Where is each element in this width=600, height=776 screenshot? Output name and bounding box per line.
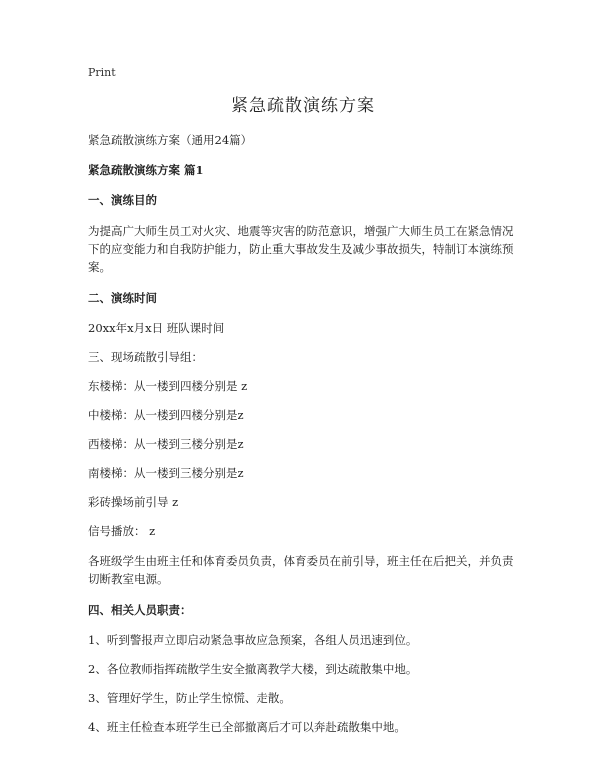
paragraph-purpose: 为提高广大师生员工对火灾、地震等灾害的防范意识，增强广大师生员工在紧急情况下的应变能力和自我防护能力，防止重大事故发生及减少事故损失，特制订本演练预案。 — [88, 224, 514, 274]
document-title: 紧急疏散演练方案 — [231, 96, 375, 116]
duty-item: 4、班主任检查本班学生已全部撤离后才可以奔赴疏散集中地。 — [88, 720, 406, 734]
stair-middle: 中楼梯：从一楼到四楼分别是z — [88, 408, 244, 422]
time-line: 20xx年x月x日 班队课时间 — [88, 321, 225, 335]
signal-line: 信号播放： z — [88, 524, 156, 538]
heading-guide-group: 三、现场疏散引导组： — [88, 350, 203, 364]
duty-item: 2、各位教师指挥疏散学生安全撤离教学大楼，到达疏散集中地。 — [88, 662, 418, 676]
heading-purpose: 一、演练目的 — [88, 193, 157, 207]
heading-duties: 四、相关人员职责： — [88, 603, 192, 617]
section-title: 紧急疏散演练方案 篇1 — [88, 163, 204, 177]
document-subtitle: 紧急疏散演练方案（通用24篇） — [88, 133, 253, 147]
print-label[interactable]: Print — [88, 66, 116, 79]
stair-west: 西楼梯：从一楼到三楼分别是z — [88, 437, 244, 451]
duty-item: 3、管理好学生，防止学生惊慌、走散。 — [88, 691, 291, 705]
field-guide: 彩砖操场前引导 z — [88, 495, 179, 509]
heading-time: 二、演练时间 — [88, 291, 157, 305]
paragraph-class-duty: 各班级学生由班主任和体育委员负责，体育委员在前引导，班主任在后把关，并负责切断教室电源。 — [88, 554, 514, 586]
document-page — [88, 66, 518, 748]
stair-east: 东楼梯：从一楼到四楼分别是 z — [88, 379, 248, 393]
duty-item: 1、听到警报声立即启动紧急事故应急预案，各组人员迅速到位。 — [88, 633, 418, 647]
stair-south: 南楼梯：从一楼到三楼分别是z — [88, 466, 244, 480]
